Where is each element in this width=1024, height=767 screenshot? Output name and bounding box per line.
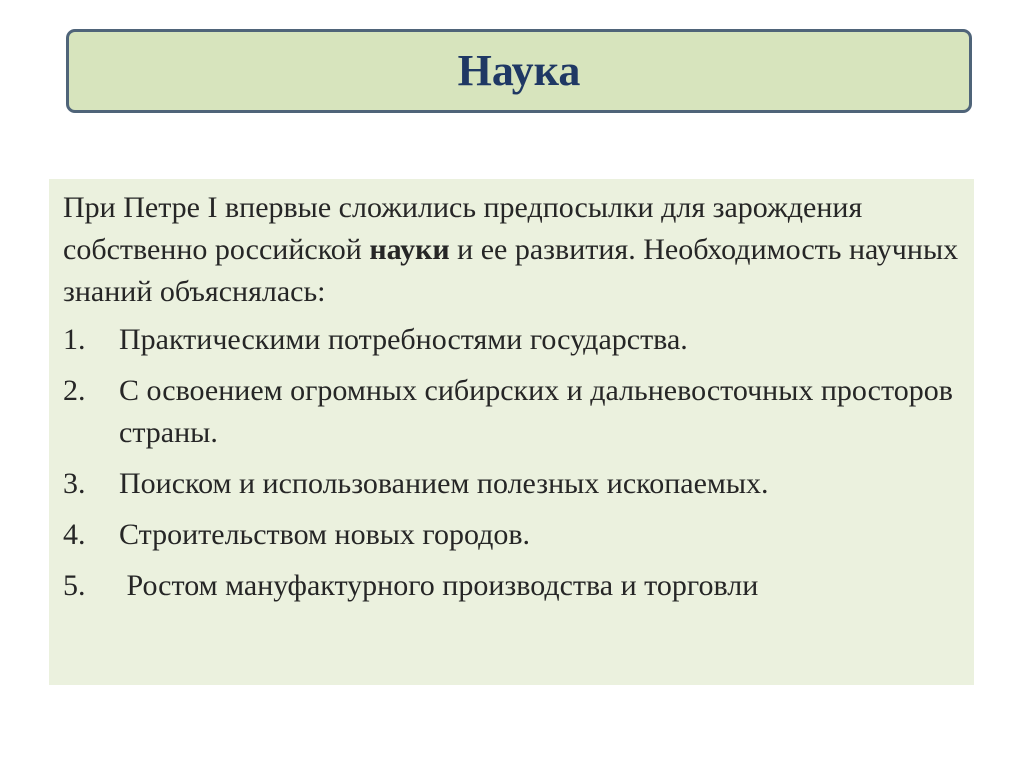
list-item-number: 1. (63, 323, 86, 356)
list-item-number: 4. (63, 518, 86, 551)
list-item (63, 463, 962, 505)
list-item (63, 565, 962, 607)
list-item-number: 3. (63, 467, 86, 500)
intro-bold-word: науки (369, 233, 450, 266)
list-item-text: Строительством новых городов. (119, 518, 531, 551)
list-item-number: 2. (63, 374, 86, 407)
list-item-text: Ростом мануфактурного производства и торговли (119, 569, 759, 602)
intro-text-start: При Петре I впервые сложились предпосылки для зарождения собственно российской (63, 191, 863, 266)
list-item (63, 319, 962, 361)
slide-title: Наука (457, 46, 581, 95)
list-item (63, 514, 962, 556)
content-box (49, 179, 974, 685)
list-item-text: Практическими потребностями государства. (119, 323, 688, 356)
intro-paragraph (63, 187, 962, 313)
list-item (63, 370, 962, 454)
reasons-list (63, 319, 962, 607)
list-item-number: 5. (63, 569, 86, 602)
intro-text-end: и ее развития. Необходимость научных знаний объяснялась: (63, 233, 959, 308)
list-item-text: С освоением огромных сибирских и дальневосточных просторов страны. (119, 374, 953, 449)
list-item-text: Поиском и использованием полезных ископаемых. (119, 467, 769, 500)
title-box (66, 29, 972, 113)
